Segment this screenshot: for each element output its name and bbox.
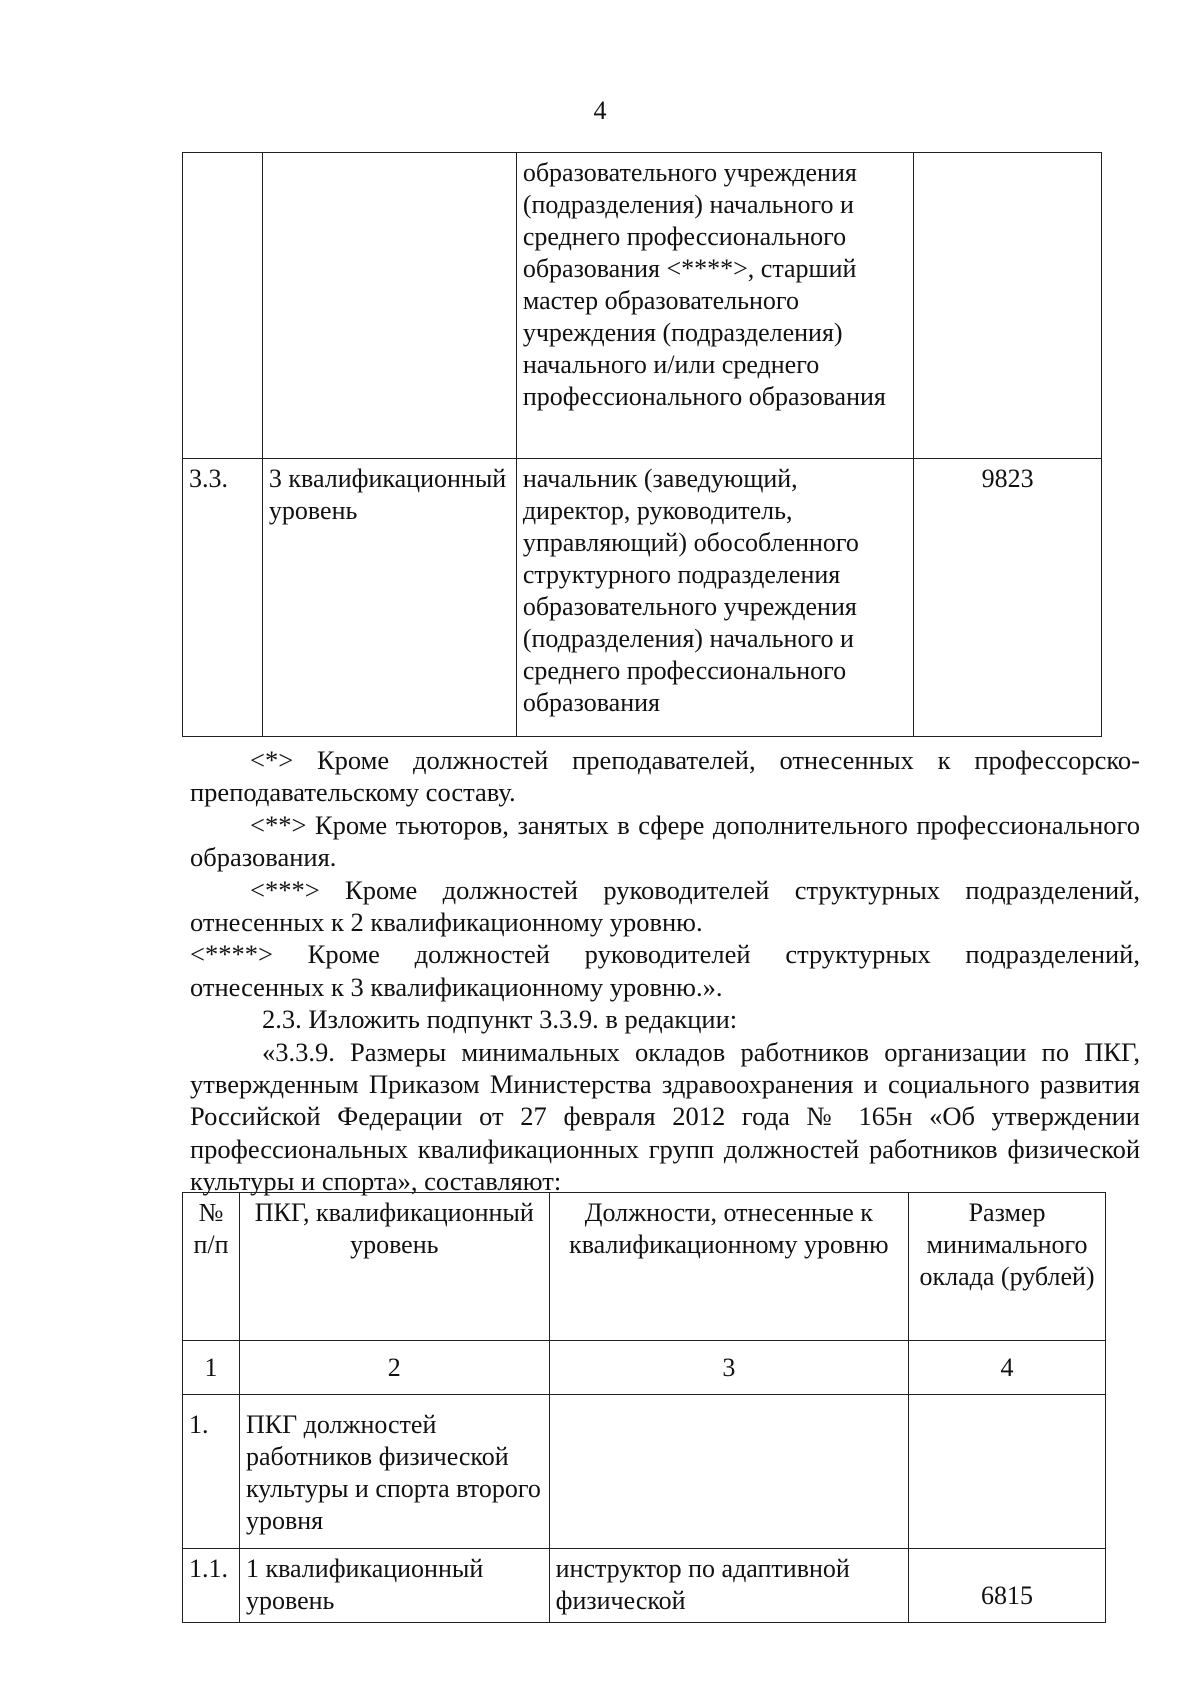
salary-cell — [909, 1395, 1106, 1549]
positions-cell: инструктор по адаптивной физической — [549, 1549, 908, 1623]
positions-cell: образовательного учреждения (подразделения) начального и среднего профессионального образования <****>, старший мастер образовательного учреждения (подразделения) начального и/или среднего профессионального образования — [516, 153, 914, 459]
row-number: 1. — [183, 1395, 240, 1549]
table-row — [183, 459, 1102, 737]
row-number: 1.1. — [183, 1549, 240, 1623]
col-number: 3 — [549, 1341, 908, 1395]
table-header-row — [183, 1193, 1106, 1341]
positions-cell — [549, 1395, 908, 1549]
row-number: 3.3. — [183, 459, 263, 737]
salary-cell: 6815 — [909, 1549, 1106, 1623]
positions-table-continued — [182, 152, 1102, 737]
qualification-level: 1 квалификационный уровень — [239, 1549, 549, 1623]
paragraph-3-3-9: «3.3.9. Размеры минимальных окладов работников организации по ПКГ, утвержденным Приказом Министерства здравоохранения и социального развития Российской Федерации от 27 февраля 2012 года № 165н «Об утверждении профессиональных квалификационных групп должностей работников физической культуры и спорта», составляют: — [190, 1036, 1140, 1197]
table-row — [183, 1549, 1106, 1623]
table-row — [183, 153, 1102, 459]
header-number: № п/п — [183, 1193, 240, 1341]
col-number: 1 — [183, 1341, 240, 1395]
col-number: 2 — [239, 1341, 549, 1395]
column-number-row — [183, 1341, 1106, 1395]
positions-cell: начальник (заведующий, директор, руководитель, управляющий) обособленного структурного подразделения образовательного учреждения (подразделения) начального и среднего профессионального образования — [516, 459, 914, 737]
salary-table — [182, 1192, 1106, 1623]
header-salary: Размер минимального оклада (рублей) — [909, 1193, 1106, 1341]
page-number: 4 — [593, 96, 607, 125]
footnote-4: <****> Кроме должностей руководителей структурных подразделений, отнесенных к 3 квалификационному уровню.». — [190, 939, 1140, 1002]
header-positions: Должности, отнесенные к квалификационному уровню — [549, 1193, 908, 1341]
salary-cell: 9823 — [914, 459, 1102, 737]
qualification-level: ПКГ должностей работников физической культуры и спорта второго уровня — [239, 1395, 549, 1549]
qualification-level — [262, 153, 516, 459]
qualification-level: 3 квалификационный уровень — [262, 459, 516, 737]
footnote-2: <**> Кроме тьюторов, занятых в сфере дополнительного профессионального образования. — [190, 809, 1140, 873]
row-number — [183, 153, 263, 459]
salary-cell — [914, 153, 1102, 459]
header-level: ПКГ, квалификационный уровень — [239, 1193, 549, 1341]
footnote-3: <***> Кроме должностей руководителей структурных подразделений, отнесенных к 2 квалификационному уровню. — [190, 874, 1140, 938]
footnotes-and-text — [190, 744, 1140, 1198]
table-row — [183, 1395, 1106, 1549]
paragraph-2-3: 2.3. Изложить подпункт 3.3.9. в редакции: — [262, 1004, 738, 1035]
footnote-1: <*> Кроме должностей преподавателей, отнесенных к профессорско-преподавательскому составу. — [190, 745, 1140, 808]
col-number: 4 — [909, 1341, 1106, 1395]
